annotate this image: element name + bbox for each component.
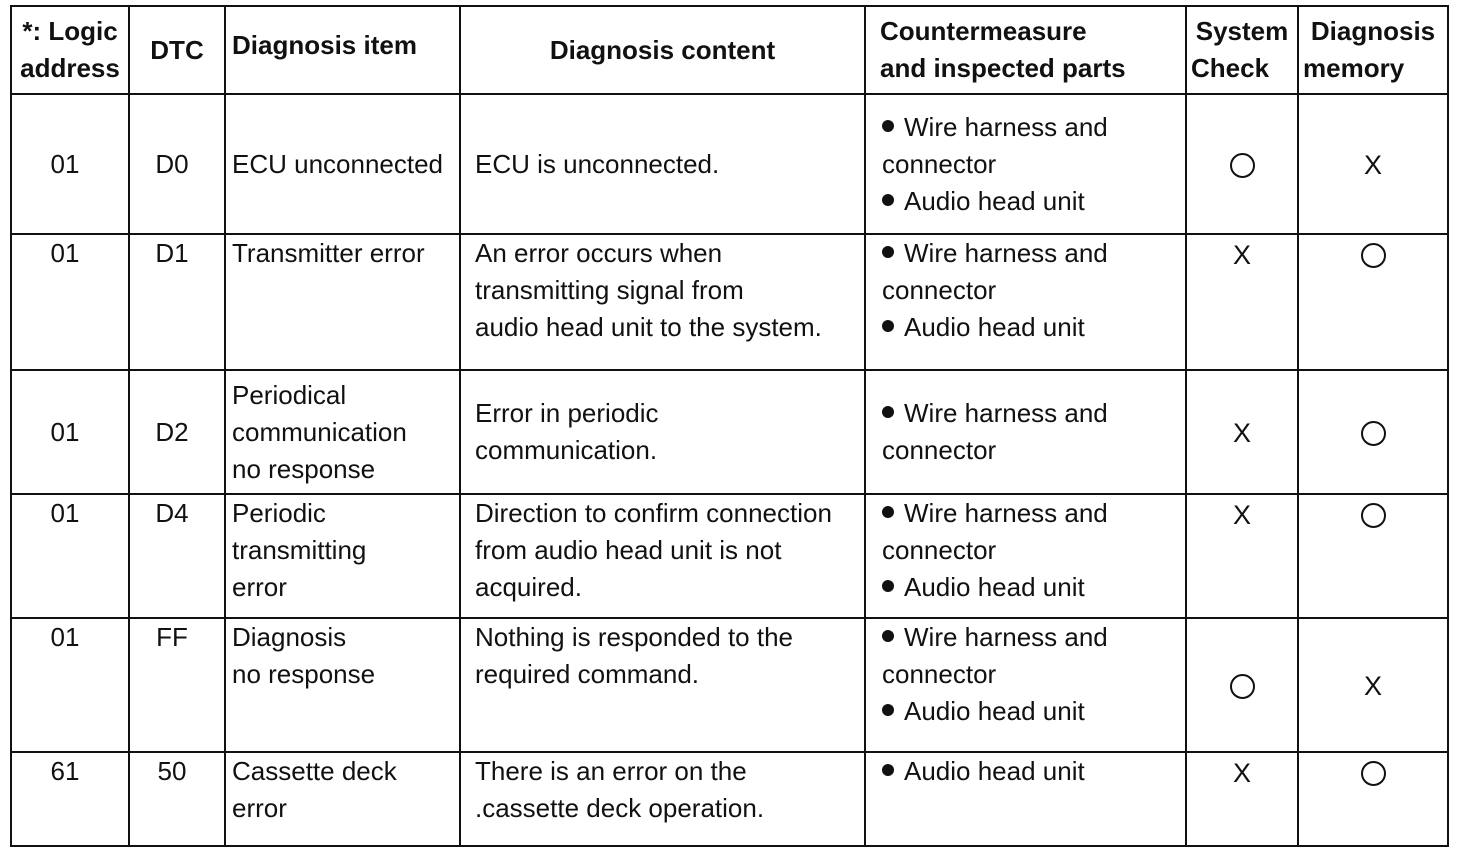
cell-dtc: D2 [129, 370, 225, 494]
cell-text-line: acquired. [475, 572, 582, 602]
diagnosis-memory-x-mark: X [1363, 150, 1382, 181]
table-row [11, 752, 1448, 846]
table-row [11, 234, 1448, 370]
cell-dtc: D4 [129, 494, 225, 618]
cell-text-line: An error occurs when [475, 238, 723, 268]
diagnosis-memory-circle-icon [1361, 761, 1386, 786]
cell-text-line: communication. [475, 435, 658, 465]
cell-text-line: Transmitter error [232, 238, 425, 268]
cell-dtc: D1 [129, 234, 225, 370]
cell-dtc: D0 [129, 94, 225, 234]
cell-diagnosis-item [225, 234, 460, 370]
cell-text-line: no response [232, 659, 376, 689]
system-check-x-mark: X [1232, 418, 1251, 449]
system-check-x-mark: X [1232, 757, 1251, 788]
cell-diagnosis-item [225, 752, 460, 846]
cell-system-check [1186, 494, 1298, 618]
bullet-icon [882, 506, 894, 518]
header-diagnosis-memory: Diagnosis memory [1298, 6, 1448, 94]
cell-diagnosis-item [225, 370, 460, 494]
parts-text: connector [882, 148, 997, 179]
cell-diagnosis-content [460, 94, 865, 234]
cell-text-line: .cassette deck operation. [475, 793, 765, 823]
system-check-circle-icon [1230, 674, 1255, 699]
cell-text-line: Error in periodic [475, 398, 659, 428]
cell-logic-address: 01 [11, 618, 129, 752]
cell-countermeasure-parts [865, 752, 1186, 846]
parts-text: Wire harness and [904, 622, 1108, 652]
diagnosis-memory-circle-icon [1361, 503, 1386, 528]
cell-text-line: Cassette deck [232, 756, 397, 786]
cell-text-line: transmitting [232, 535, 367, 565]
cell-diagnosis-content [460, 234, 865, 370]
cell-diagnosis-memory [1298, 618, 1448, 752]
header-row [11, 6, 1448, 94]
parts-text: Wire harness and [904, 398, 1108, 428]
table-row [11, 94, 1448, 234]
parts-text: Audio head unit [904, 696, 1085, 726]
cell-text-line: There is an error on the [475, 756, 747, 786]
cell-text-line: error [232, 793, 287, 823]
cell-diagnosis-content [460, 370, 865, 494]
parts-text: connector [882, 659, 997, 689]
bullet-icon [882, 120, 894, 132]
cell-system-check [1186, 94, 1298, 234]
cell-dtc: FF [129, 618, 225, 752]
cell-diagnosis-memory [1298, 370, 1448, 494]
cell-logic-address: 01 [11, 234, 129, 370]
diagnosis-memory-circle-icon [1361, 421, 1386, 446]
cell-text-line: Direction to confirm connection [475, 498, 832, 528]
cell-text-line: communication [232, 416, 407, 447]
header-system-check: System Check [1186, 6, 1298, 94]
parts-text: connector [882, 535, 997, 565]
cell-text-line: ECU is unconnected. [475, 148, 720, 179]
parts-text: connector [882, 275, 997, 305]
parts-text: Audio head unit [904, 756, 1085, 786]
cell-logic-address: 01 [11, 494, 129, 618]
bullet-icon [882, 194, 894, 206]
parts-text: Audio head unit [904, 185, 1085, 216]
header-diagnosis-content: Diagnosis content [460, 6, 865, 94]
system-check-x-mark: X [1232, 239, 1251, 270]
bullet-icon [882, 764, 894, 776]
cell-countermeasure-parts [865, 234, 1186, 370]
cell-countermeasure-parts [865, 370, 1186, 494]
cell-text-line: from audio head unit is not [475, 535, 782, 565]
table-body [11, 94, 1448, 846]
table-row [11, 370, 1448, 494]
header-dtc: DTC [129, 6, 225, 94]
cell-diagnosis-item [225, 618, 460, 752]
cell-system-check [1186, 370, 1298, 494]
parts-text: Audio head unit [904, 572, 1085, 602]
bullet-icon [882, 406, 894, 418]
diagnosis-memory-circle-icon [1361, 243, 1386, 268]
bullet-icon [882, 246, 894, 258]
header-logic-address: *: Logic address [11, 6, 129, 94]
cell-text-line: ECU unconnected [232, 148, 444, 179]
header-diagnosis-item: Diagnosis item [225, 6, 460, 94]
cell-text-line: transmitting signal from [475, 275, 744, 305]
cell-text-line: no response [232, 453, 376, 484]
cell-diagnosis-item [225, 494, 460, 618]
cell-system-check [1186, 618, 1298, 752]
cell-system-check [1186, 234, 1298, 370]
bullet-icon [882, 630, 894, 642]
cell-diagnosis-content [460, 494, 865, 618]
cell-countermeasure-parts [865, 618, 1186, 752]
cell-logic-address: 01 [11, 94, 129, 234]
bullet-icon [882, 320, 894, 332]
bullet-icon [882, 580, 894, 592]
cell-text-line: Nothing is responded to the [475, 622, 793, 652]
cell-diagnosis-item [225, 94, 460, 234]
diagnosis-memory-x-mark: X [1363, 671, 1382, 702]
cell-text-line: Periodic [232, 498, 326, 528]
parts-text: connector [882, 435, 997, 465]
system-check-circle-icon [1230, 153, 1255, 178]
cell-text-line: audio head unit to the system. [475, 312, 822, 342]
cell-text-line: Diagnosis [232, 622, 347, 652]
cell-diagnosis-memory [1298, 94, 1448, 234]
parts-text: Wire harness and [904, 238, 1108, 268]
cell-diagnosis-memory [1298, 234, 1448, 370]
system-check-x-mark: X [1232, 499, 1251, 530]
dtc-table [10, 5, 1449, 847]
cell-logic-address: 61 [11, 752, 129, 846]
cell-countermeasure-parts [865, 94, 1186, 234]
parts-text: Wire harness and [904, 111, 1108, 142]
cell-system-check [1186, 752, 1298, 846]
cell-diagnosis-content [460, 618, 865, 752]
parts-text: Audio head unit [904, 312, 1085, 342]
cell-dtc: 50 [129, 752, 225, 846]
cell-diagnosis-memory [1298, 752, 1448, 846]
header-countermeasure: Countermeasure and inspected parts [865, 6, 1186, 94]
cell-countermeasure-parts [865, 494, 1186, 618]
cell-diagnosis-content [460, 752, 865, 846]
cell-text-line: error [232, 572, 287, 602]
bullet-icon [882, 704, 894, 716]
cell-logic-address: 01 [11, 370, 129, 494]
cell-text-line: required command. [475, 659, 699, 689]
cell-diagnosis-memory [1298, 494, 1448, 618]
parts-text: Wire harness and [904, 498, 1108, 528]
table-row [11, 494, 1448, 618]
cell-text-line: Periodical [232, 379, 347, 410]
table-row [11, 618, 1448, 752]
